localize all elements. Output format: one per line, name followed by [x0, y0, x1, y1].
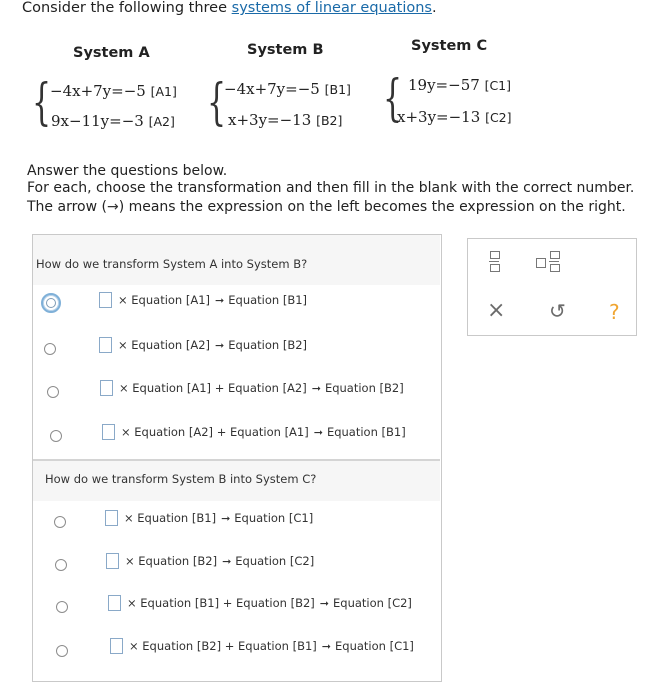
q1-option-2: × Equation [A2] ➞ Equation [B2]	[99, 337, 307, 353]
equation-a1: −4x+7y=−5 [A1]	[50, 82, 177, 100]
help-button[interactable]: ?	[609, 300, 620, 324]
q2-option-1: × Equation [B1] ➞ Equation [C1]	[105, 510, 313, 526]
q2-option-3-radio[interactable]	[56, 601, 68, 613]
system-c-title: System C	[411, 38, 488, 54]
q2-option-1-radio[interactable]	[54, 516, 66, 528]
arrow-icon: ➞	[221, 511, 231, 525]
intro-text	[22, 0, 437, 16]
arrow-icon: ➞	[319, 596, 329, 610]
q1-option-4-radio[interactable]	[50, 430, 62, 442]
system-a-brace: {	[32, 73, 52, 131]
system-c-brace: {	[383, 69, 403, 127]
q2-option-4: × Equation [B2] + Equation [B1] ➞ Equation [C1]	[110, 638, 414, 654]
q2-option-2-blank[interactable]	[106, 553, 119, 569]
arrow-icon: ➞	[215, 293, 225, 307]
arrow-icon: ➞	[321, 639, 331, 653]
system-b-brace: {	[207, 73, 227, 131]
equation-b1: −4x+7y=−5 [B1]	[224, 80, 351, 98]
instruction-line-3: The arrow (→) means the expression on the left becomes the expression on the right.	[27, 199, 626, 215]
system-b-title: System B	[247, 42, 324, 58]
intro-prefix: Consider the following three	[22, 0, 232, 16]
q2-option-2: × Equation [B2] ➞ Equation [C2]	[106, 553, 314, 569]
systems-link[interactable]: systems of linear equations	[231, 0, 432, 16]
intro-suffix: .	[431, 0, 437, 16]
answer-toolbox	[467, 238, 637, 336]
q2-option-4-blank[interactable]	[110, 638, 123, 654]
q1-option-4: × Equation [A2] + Equation [A1] ➞ Equation [B1]	[102, 424, 406, 440]
clear-button[interactable]: ×	[487, 298, 506, 323]
q1-option-2-radio[interactable]	[44, 343, 56, 355]
instruction-line-1: Answer the questions below.	[27, 163, 228, 179]
q2-option-4-radio[interactable]	[56, 645, 68, 657]
q2-option-3-blank[interactable]	[108, 595, 121, 611]
q2-option-3: × Equation [B1] + Equation [B2] ➞ Equation [C2]	[108, 595, 412, 611]
equation-a2: 9x−11y=−3 [A2]	[51, 112, 175, 130]
q1-question: How do we transform System A into System B?	[36, 257, 308, 271]
q1-option-1-radio[interactable]	[41, 293, 61, 313]
q2-option-2-radio[interactable]	[55, 559, 67, 571]
q2-question: How do we transform System B into System C?	[45, 472, 317, 486]
fraction-icon[interactable]	[489, 251, 503, 275]
undo-button[interactable]: ↺	[549, 299, 566, 323]
q1-option-4-blank[interactable]	[102, 424, 115, 440]
instruction-line-2: For each, choose the transformation and then fill in the blank with the correct number.	[27, 180, 635, 196]
q1-option-3: × Equation [A1] + Equation [A2] ➞ Equation [B2]	[100, 380, 404, 396]
arrow-icon: →	[106, 199, 119, 215]
equation-b2: x+3y=−13 [B2]	[228, 111, 343, 129]
equation-c2: x+3y=−13 [C2]	[397, 108, 512, 126]
q1-option-2-blank[interactable]	[99, 337, 112, 353]
mixed-number-icon[interactable]	[536, 251, 564, 275]
arrow-icon: ➞	[313, 425, 323, 439]
q2-option-1-blank[interactable]	[105, 510, 118, 526]
system-a-title: System A	[73, 45, 150, 61]
q1-option-1-blank[interactable]	[99, 292, 112, 308]
arrow-icon: ➞	[215, 338, 225, 352]
q1-option-3-radio[interactable]	[47, 386, 59, 398]
arrow-icon: ➞	[311, 381, 321, 395]
arrow-icon: ➞	[222, 554, 232, 568]
q1-option-3-blank[interactable]	[100, 380, 113, 396]
q1-option-1: × Equation [A1] ➞ Equation [B1]	[99, 292, 307, 308]
equation-c1: 19y=−57 [C1]	[408, 76, 512, 94]
